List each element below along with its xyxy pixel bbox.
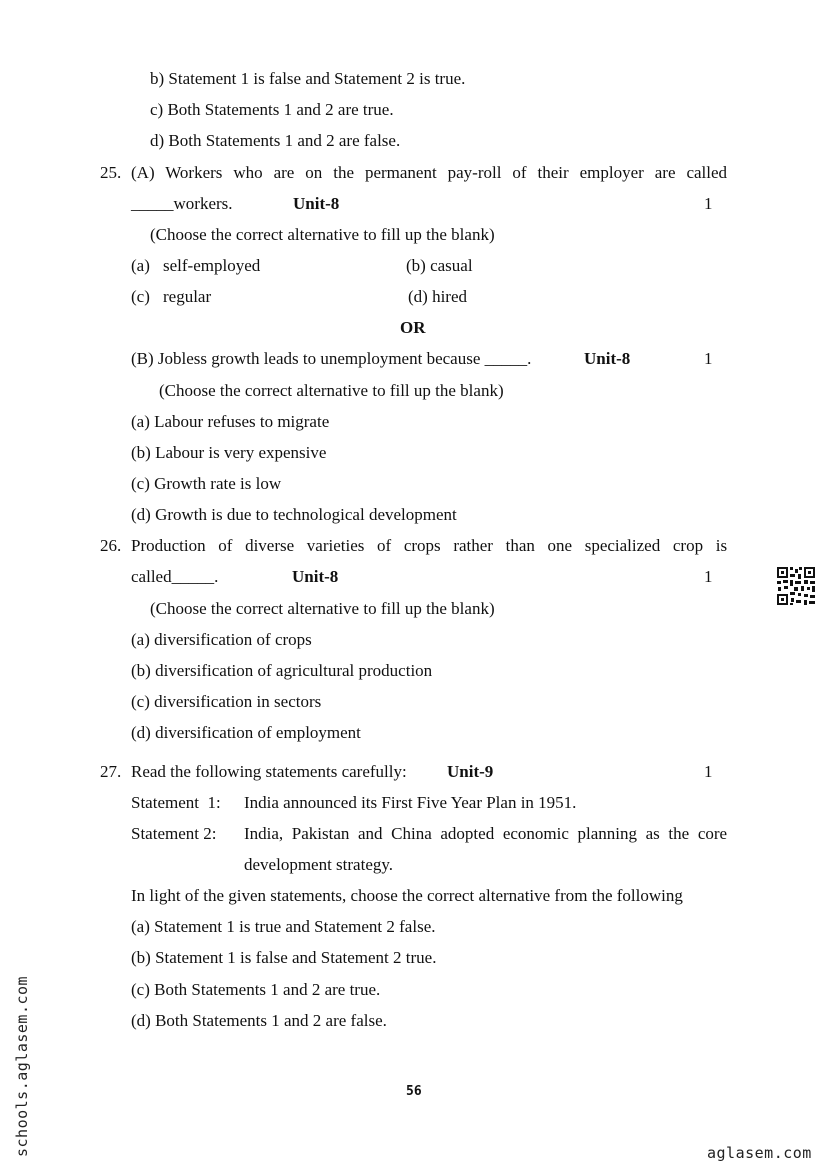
q26-marks: 1 xyxy=(704,567,713,586)
q25a-marks: 1 xyxy=(704,194,713,213)
q25b-text: (B) Jobless growth leads to unemployment because _____. xyxy=(131,349,532,368)
word: employer xyxy=(579,163,644,182)
q26-option-c: (c) diversification in sectors xyxy=(131,692,322,711)
word: economic xyxy=(502,824,569,843)
q25a-option-c-label: (c) xyxy=(131,287,150,306)
qr-code-icon xyxy=(776,566,816,606)
q24-option-c: c) Both Statements 1 and 2 are true. xyxy=(150,100,394,119)
word: one xyxy=(547,536,573,555)
page-number: 56 xyxy=(406,1084,422,1099)
q25a-option-a-label: (a) xyxy=(131,256,150,275)
q25a-line2: _____workers. xyxy=(131,194,233,213)
q26-unit: Unit-8 xyxy=(292,567,339,586)
word: called xyxy=(686,163,728,182)
word: are xyxy=(654,163,676,182)
q25b-option-c: (c) Growth rate is low xyxy=(131,474,282,493)
word: China xyxy=(391,824,432,843)
watermark-bottom: aglasem.com xyxy=(707,1144,812,1162)
q24-option-d: d) Both Statements 1 and 2 are false. xyxy=(150,131,401,150)
word: of xyxy=(377,536,392,555)
q25b-option-a: (a) Labour refuses to migrate xyxy=(131,412,330,431)
q26-instruction: (Choose the correct alternative to fill up the blank) xyxy=(150,599,495,618)
q25b-instruction: (Choose the correct alternative to fill up the blank) xyxy=(159,381,504,400)
q27-option-b: (b) Statement 1 is false and Statement 2 true. xyxy=(131,948,437,967)
word: of xyxy=(512,163,527,182)
word: of xyxy=(218,536,233,555)
q26-option-b: (b) diversification of agricultural production xyxy=(131,661,433,680)
word: Production xyxy=(131,536,206,555)
word: crop xyxy=(672,536,704,555)
q27-number: 27. xyxy=(100,762,122,781)
q27-lead: In light of the given statements, choose the correct alternative from the following xyxy=(131,886,683,905)
word: and xyxy=(358,824,383,843)
q25a-option-a: self-employed xyxy=(163,256,261,275)
q27-marks: 1 xyxy=(704,762,713,781)
q25a-option-b: (b) casual xyxy=(406,256,473,275)
word: crops xyxy=(403,536,441,555)
word: varieties xyxy=(306,536,365,555)
q27-option-d: (d) Both Statements 1 and 2 are false. xyxy=(131,1011,387,1030)
q25b-option-b: (b) Labour is very expensive xyxy=(131,443,327,462)
word: on xyxy=(305,163,323,182)
q25a-option-c: regular xyxy=(163,287,212,306)
q26-line2: called_____. xyxy=(131,567,219,586)
word: core xyxy=(697,824,728,843)
q27-text: Read the following statements carefully: xyxy=(131,762,407,781)
word: India, xyxy=(244,824,284,843)
word: permanent xyxy=(364,163,437,182)
q27-statement1-label: Statement 1: xyxy=(131,793,221,812)
word: pay-roll xyxy=(447,163,502,182)
q25-number: 25. xyxy=(100,163,122,182)
q26-option-a: (a) diversification of crops xyxy=(131,630,312,649)
q25a-line1 xyxy=(131,163,727,183)
q25a-unit: Unit-8 xyxy=(293,194,340,213)
word: their xyxy=(537,163,569,182)
q25b-marks: 1 xyxy=(704,349,713,368)
q25a-instruction: (Choose the correct alternative to fill up the blank) xyxy=(150,225,495,244)
word: adopted xyxy=(440,824,495,843)
word: as xyxy=(645,824,660,843)
q27-statement2-line1 xyxy=(244,824,727,844)
q27-statement1-text: India announced its First Five Year Plan in 1951. xyxy=(244,793,577,812)
word: who xyxy=(233,163,263,182)
q25a-option-d: (d) hired xyxy=(408,287,468,306)
q25b-unit: Unit-8 xyxy=(584,349,631,368)
word: the xyxy=(333,163,354,182)
q27-option-a: (a) Statement 1 is true and Statement 2 false. xyxy=(131,917,436,936)
word: rather xyxy=(453,536,493,555)
word: the xyxy=(668,824,690,843)
q27-statement2-line2: development strategy. xyxy=(244,855,394,874)
q26-number: 26. xyxy=(100,536,122,555)
word: diverse xyxy=(245,536,295,555)
q27-unit: Unit-9 xyxy=(447,762,494,781)
q27-statement2-label: Statement 2: xyxy=(131,824,217,843)
q26-line1 xyxy=(131,536,727,556)
q25-or: OR xyxy=(400,318,426,337)
word: than xyxy=(505,536,535,555)
word: planning xyxy=(577,824,638,843)
word: specialized xyxy=(584,536,661,555)
word: Pakistan xyxy=(291,824,350,843)
q26-option-d: (d) diversification of employment xyxy=(131,723,361,742)
word: (A) xyxy=(131,163,155,182)
word: are xyxy=(273,163,295,182)
watermark-side: schools.aglasem.com xyxy=(13,975,31,1157)
q24-option-b: b) Statement 1 is false and Statement 2 is true. xyxy=(150,69,466,88)
q25b-option-d: (d) Growth is due to technological development xyxy=(131,505,457,524)
word: Workers xyxy=(165,163,223,182)
word: is xyxy=(715,536,728,555)
q27-option-c: (c) Both Statements 1 and 2 are true. xyxy=(131,980,381,999)
